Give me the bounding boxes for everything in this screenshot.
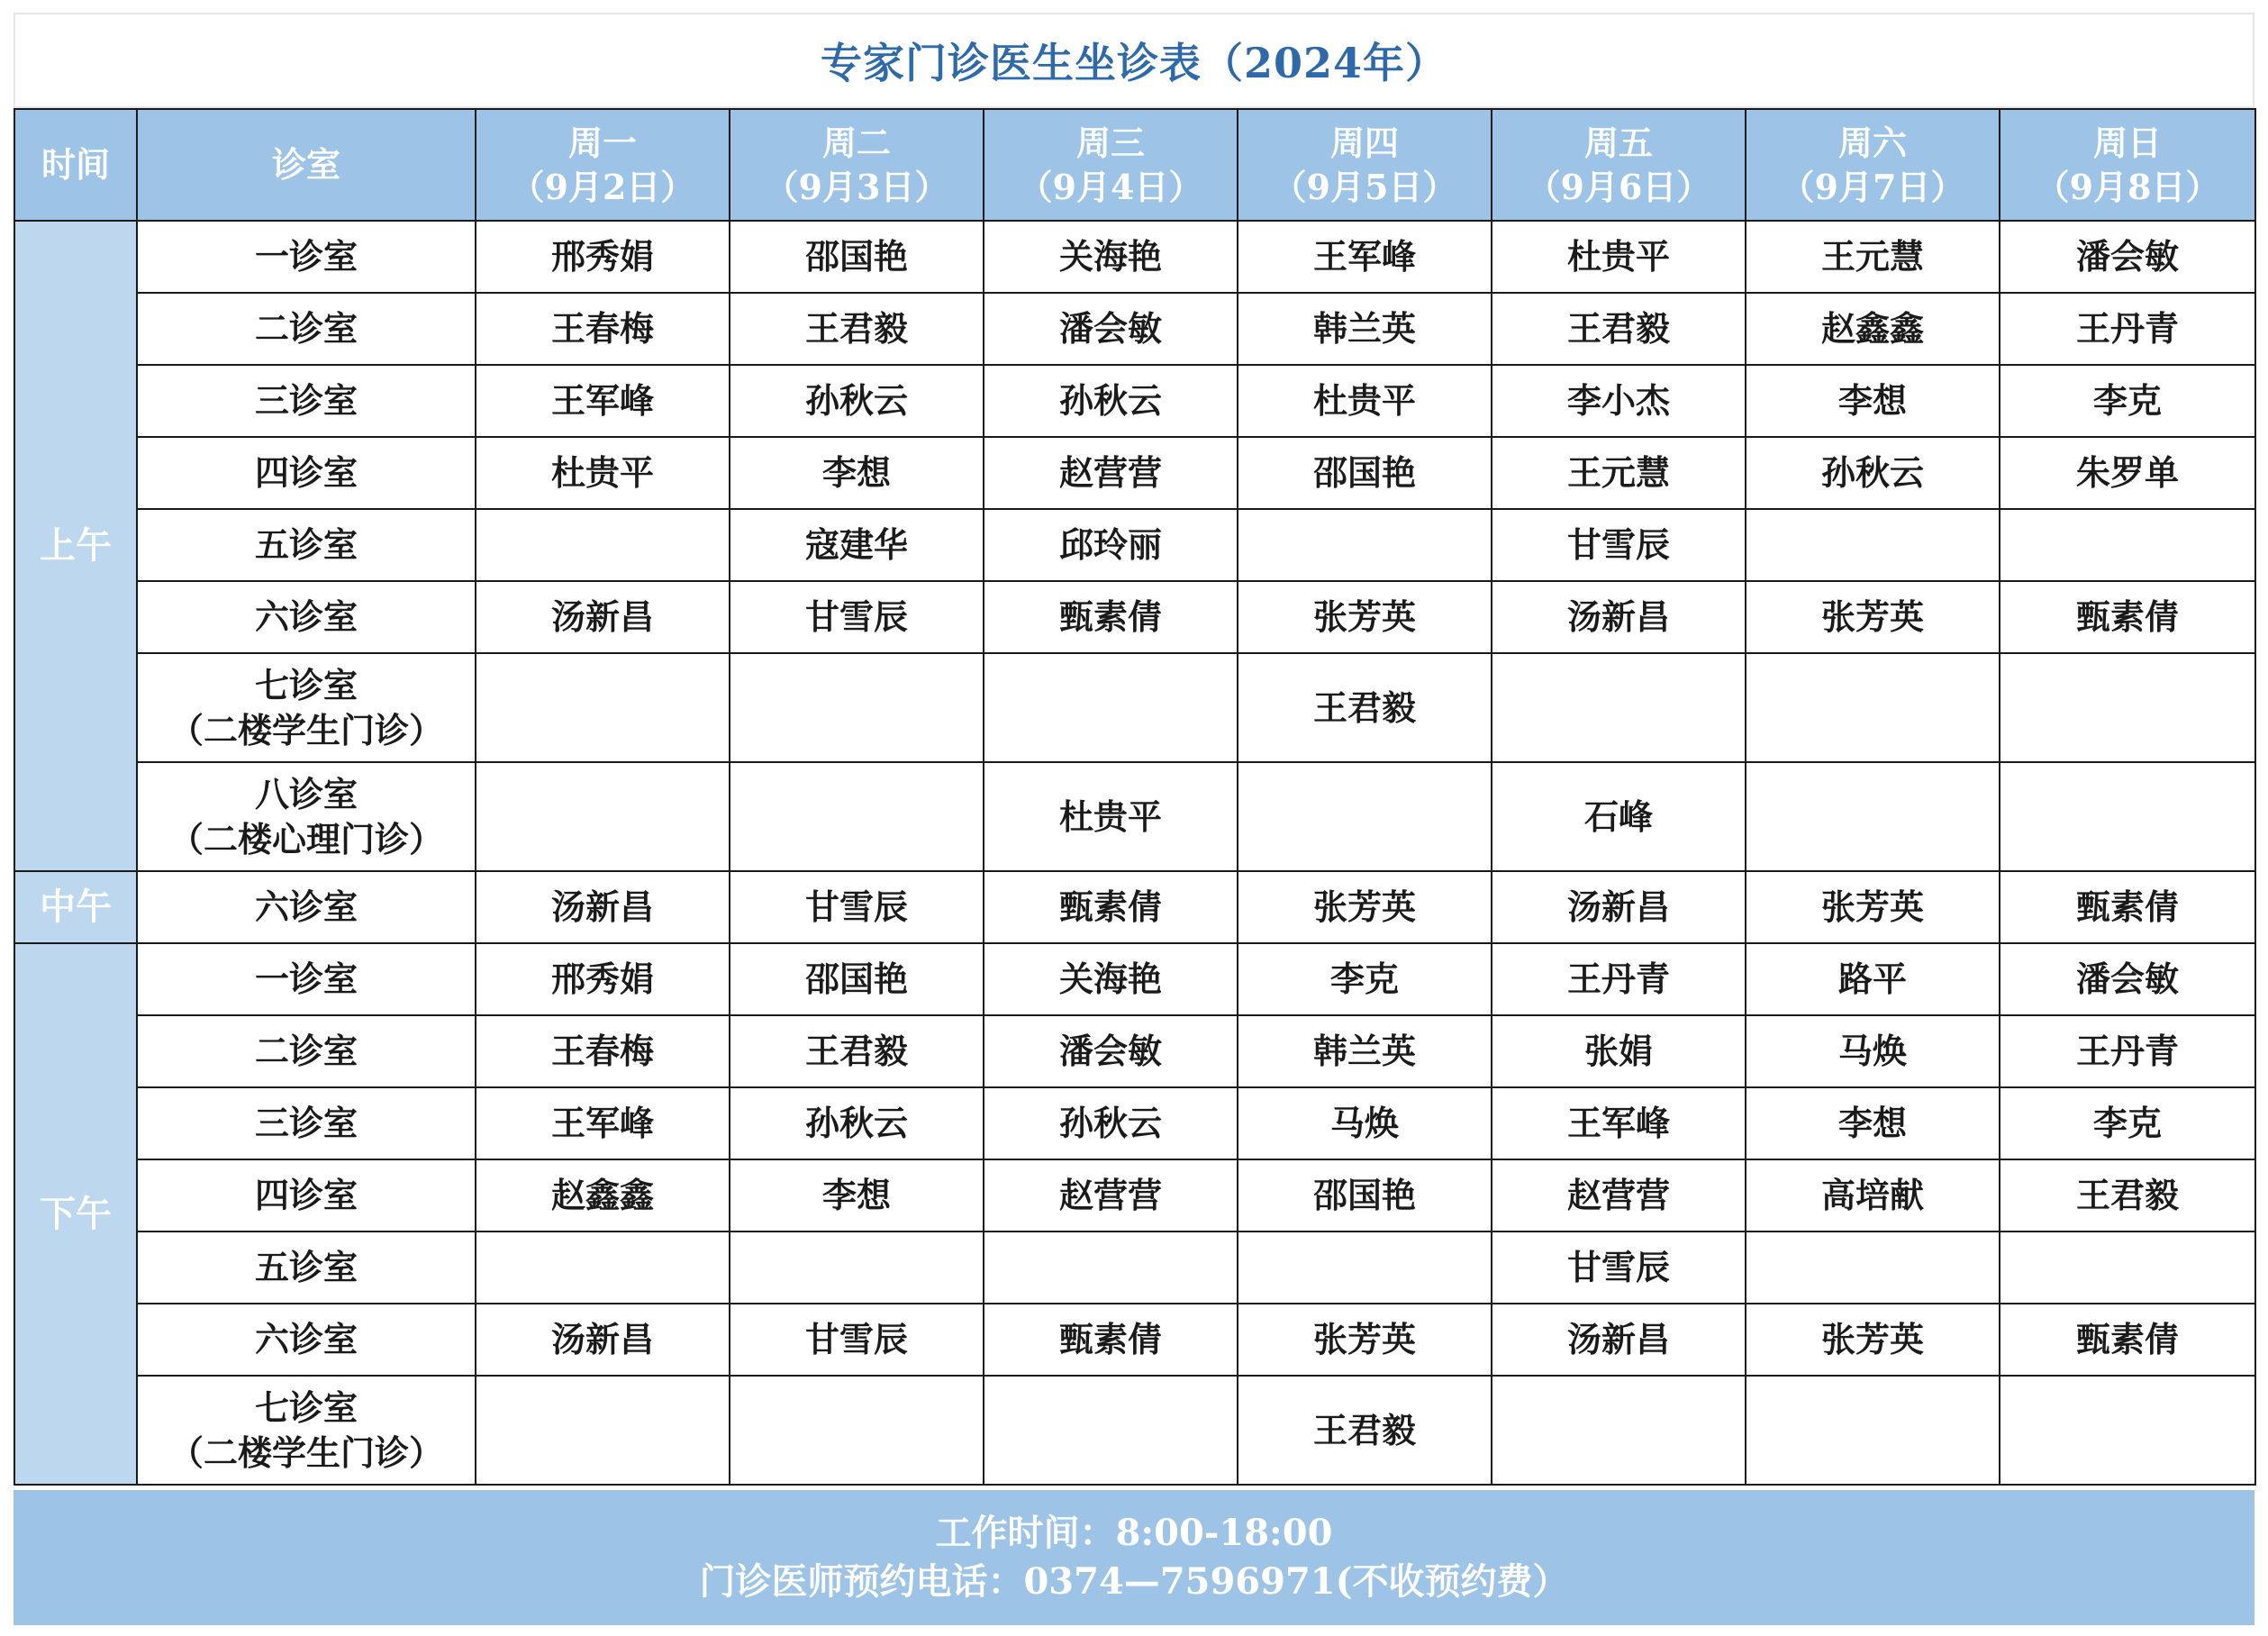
doctor-cell: 杜贵平 xyxy=(1238,365,1492,437)
room-cell xyxy=(137,1304,476,1376)
doctor-cell: 李想 xyxy=(1746,365,2000,437)
table-row xyxy=(14,1015,2255,1087)
doctor-cell: 王元慧 xyxy=(1746,221,2000,293)
room-cell xyxy=(137,762,476,871)
table-row xyxy=(14,1087,2255,1159)
doctor-cell: 关海艳 xyxy=(984,943,1238,1015)
room-note: （二楼心理门诊） xyxy=(168,818,443,859)
room-cell xyxy=(137,221,476,293)
doctor-cell: 王君毅 xyxy=(730,1015,984,1087)
table-row xyxy=(14,871,2255,943)
room-name: 六诊室 xyxy=(254,886,358,928)
room-name: 八诊室 xyxy=(254,774,358,815)
doctor-cell: 汤新昌 xyxy=(476,1304,730,1376)
doctor-cell: 潘会敏 xyxy=(2000,943,2255,1015)
doctor-cell: 甄素倩 xyxy=(984,1304,1238,1376)
room-name: 三诊室 xyxy=(254,380,358,422)
table-row xyxy=(14,293,2255,365)
room-cell xyxy=(137,581,476,653)
day-date: （9月6日） xyxy=(1526,167,1711,207)
doctor-cell xyxy=(730,653,984,762)
doctor-cell xyxy=(2000,762,2255,871)
doctor-cell xyxy=(1746,1232,2000,1304)
header-row xyxy=(14,109,2255,221)
room-name: 二诊室 xyxy=(254,1031,358,1072)
doctor-cell: 王君毅 xyxy=(2000,1159,2255,1232)
table-row xyxy=(14,221,2255,293)
header-day-wed xyxy=(984,109,1238,221)
table-row xyxy=(14,581,2255,653)
table-row xyxy=(14,1232,2255,1304)
doctor-cell: 王军峰 xyxy=(1238,221,1492,293)
doctor-cell: 邵国艳 xyxy=(1238,437,1492,509)
doctor-cell: 孙秋云 xyxy=(984,1087,1238,1159)
doctor-cell: 张芳英 xyxy=(1238,581,1492,653)
doctor-cell xyxy=(476,1376,730,1485)
working-hours: 工作时间：8:00-18:00 xyxy=(935,1512,1333,1554)
room-name: 四诊室 xyxy=(254,1175,358,1216)
room-cell xyxy=(137,1087,476,1159)
doctor-cell: 甘雪辰 xyxy=(1492,509,1746,581)
room-cell xyxy=(137,509,476,581)
day-date: （9月8日） xyxy=(2035,167,2220,207)
schedule-body xyxy=(14,221,2255,1485)
table-row xyxy=(14,437,2255,509)
doctor-cell: 李想 xyxy=(730,437,984,509)
doctor-cell: 李想 xyxy=(1746,1087,2000,1159)
doctor-cell xyxy=(1746,762,2000,871)
doctor-cell: 王军峰 xyxy=(476,365,730,437)
room-cell xyxy=(137,653,476,762)
doctor-cell xyxy=(1746,653,2000,762)
doctor-cell xyxy=(1492,1376,1746,1485)
doctor-cell: 赵鑫鑫 xyxy=(476,1159,730,1232)
header-day-thu xyxy=(1238,109,1492,221)
doctor-cell: 甘雪辰 xyxy=(730,581,984,653)
doctor-cell: 王军峰 xyxy=(476,1087,730,1159)
doctor-cell: 张芳英 xyxy=(1746,871,2000,943)
table-row xyxy=(14,943,2255,1015)
room-cell xyxy=(137,293,476,365)
doctor-cell: 孙秋云 xyxy=(984,365,1238,437)
doctor-cell: 王君毅 xyxy=(1492,293,1746,365)
room-name: 五诊室 xyxy=(254,1247,358,1288)
doctor-cell xyxy=(984,1376,1238,1485)
day-date: （9月5日） xyxy=(1272,167,1457,207)
schedule-table xyxy=(14,108,2256,1486)
doctor-cell: 李想 xyxy=(730,1159,984,1232)
doctor-cell xyxy=(2000,1376,2255,1485)
room-name: 七诊室 xyxy=(254,665,358,706)
room-name: 四诊室 xyxy=(254,452,358,494)
page-title: 专家门诊医生坐诊表（2024年） xyxy=(14,13,2254,108)
doctor-cell xyxy=(984,1232,1238,1304)
period-noon: 中午 xyxy=(14,871,137,943)
doctor-cell: 孙秋云 xyxy=(730,1087,984,1159)
period-afternoon: 下午 xyxy=(14,943,137,1485)
doctor-cell: 韩兰英 xyxy=(1238,1015,1492,1087)
doctor-cell xyxy=(1746,1376,2000,1485)
day-name: 周日 xyxy=(2092,122,2162,163)
room-cell xyxy=(137,943,476,1015)
doctor-cell: 韩兰英 xyxy=(1238,293,1492,365)
day-name: 周五 xyxy=(1583,122,1653,163)
doctor-cell: 甘雪辰 xyxy=(1492,1232,1746,1304)
doctor-cell: 李小杰 xyxy=(1492,365,1746,437)
doctor-cell: 王春梅 xyxy=(476,293,730,365)
doctor-cell xyxy=(984,653,1238,762)
room-cell xyxy=(137,1376,476,1485)
doctor-cell: 王丹青 xyxy=(2000,1015,2255,1087)
room-name: 五诊室 xyxy=(254,524,358,566)
doctor-cell: 寇建华 xyxy=(730,509,984,581)
doctor-cell xyxy=(730,1232,984,1304)
doctor-cell: 张芳英 xyxy=(1238,1304,1492,1376)
doctor-cell: 邱玲丽 xyxy=(984,509,1238,581)
doctor-cell: 张芳英 xyxy=(1746,581,2000,653)
doctor-cell: 杜贵平 xyxy=(984,762,1238,871)
doctor-cell xyxy=(2000,509,2255,581)
header-day-fri xyxy=(1492,109,1746,221)
doctor-cell: 邵国艳 xyxy=(730,221,984,293)
doctor-cell: 邵国艳 xyxy=(1238,1159,1492,1232)
room-name: 六诊室 xyxy=(254,596,358,638)
room-note: （二楼学生门诊） xyxy=(168,709,443,750)
room-name: 二诊室 xyxy=(254,308,358,350)
doctor-cell: 甄素倩 xyxy=(984,871,1238,943)
doctor-cell xyxy=(1238,509,1492,581)
table-row xyxy=(14,1304,2255,1376)
doctor-cell: 甄素倩 xyxy=(984,581,1238,653)
doctor-cell: 路平 xyxy=(1746,943,2000,1015)
room-cell xyxy=(137,1015,476,1087)
doctor-cell xyxy=(2000,1232,2255,1304)
doctor-cell: 李克 xyxy=(2000,365,2255,437)
doctor-cell: 王君毅 xyxy=(1238,653,1492,762)
doctor-cell: 赵营营 xyxy=(984,1159,1238,1232)
room-cell xyxy=(137,871,476,943)
doctor-cell xyxy=(730,762,984,871)
day-date: （9月4日） xyxy=(1018,167,1203,207)
doctor-cell: 李克 xyxy=(2000,1087,2255,1159)
doctor-cell: 汤新昌 xyxy=(1492,1304,1746,1376)
period-morning: 上午 xyxy=(14,221,137,871)
header-room: 诊室 xyxy=(137,109,476,221)
room-cell xyxy=(137,365,476,437)
doctor-cell: 张娟 xyxy=(1492,1015,1746,1087)
doctor-cell: 汤新昌 xyxy=(476,581,730,653)
table-row xyxy=(14,509,2255,581)
table-row xyxy=(14,365,2255,437)
doctor-cell xyxy=(476,653,730,762)
doctor-cell xyxy=(730,1376,984,1485)
doctor-cell: 邢秀娟 xyxy=(476,221,730,293)
room-cell xyxy=(137,437,476,509)
doctor-cell: 王丹青 xyxy=(1492,943,1746,1015)
doctor-cell: 张芳英 xyxy=(1746,1304,2000,1376)
room-cell xyxy=(137,1159,476,1232)
header-day-sat xyxy=(1746,109,2000,221)
doctor-cell: 甄素倩 xyxy=(2000,581,2255,653)
appointment-phone: 门诊医师预约电话：0374—7596971(不收预约费） xyxy=(699,1560,1569,1603)
doctor-cell: 王丹青 xyxy=(2000,293,2255,365)
doctor-cell xyxy=(476,509,730,581)
doctor-cell: 高培献 xyxy=(1746,1159,2000,1232)
doctor-cell: 甄素倩 xyxy=(2000,871,2255,943)
doctor-cell: 潘会敏 xyxy=(2000,221,2255,293)
doctor-cell xyxy=(476,1232,730,1304)
doctor-cell: 王军峰 xyxy=(1492,1087,1746,1159)
day-name: 周六 xyxy=(1837,122,1907,163)
doctor-cell: 甘雪辰 xyxy=(730,871,984,943)
header-day-tue xyxy=(730,109,984,221)
doctor-cell: 关海艳 xyxy=(984,221,1238,293)
doctor-cell: 赵营营 xyxy=(984,437,1238,509)
doctor-cell: 王君毅 xyxy=(1238,1376,1492,1485)
schedule-sheet xyxy=(14,13,2254,1625)
doctor-cell: 汤新昌 xyxy=(1492,581,1746,653)
doctor-cell xyxy=(1492,653,1746,762)
table-row xyxy=(14,762,2255,871)
doctor-cell: 王君毅 xyxy=(730,293,984,365)
day-date: （9月3日） xyxy=(764,167,949,207)
doctor-cell: 汤新昌 xyxy=(476,871,730,943)
doctor-cell: 汤新昌 xyxy=(1492,871,1746,943)
doctor-cell xyxy=(2000,653,2255,762)
doctor-cell: 孙秋云 xyxy=(1746,437,2000,509)
table-row xyxy=(14,653,2255,762)
room-cell xyxy=(137,1232,476,1304)
doctor-cell xyxy=(1238,1232,1492,1304)
doctor-cell: 马焕 xyxy=(1746,1015,2000,1087)
day-name: 周一 xyxy=(567,122,637,163)
room-name: 三诊室 xyxy=(254,1103,358,1144)
doctor-cell: 甘雪辰 xyxy=(730,1304,984,1376)
doctor-cell: 石峰 xyxy=(1492,762,1746,871)
doctor-cell xyxy=(476,762,730,871)
doctor-cell: 张芳英 xyxy=(1238,871,1492,943)
doctor-cell: 邢秀娟 xyxy=(476,943,730,1015)
doctor-cell xyxy=(1746,509,2000,581)
doctor-cell: 马焕 xyxy=(1238,1087,1492,1159)
doctor-cell: 朱罗单 xyxy=(2000,437,2255,509)
day-name: 周二 xyxy=(821,122,891,163)
doctor-cell: 潘会敏 xyxy=(984,1015,1238,1087)
room-name: 七诊室 xyxy=(254,1387,358,1429)
doctor-cell: 赵营营 xyxy=(1492,1159,1746,1232)
table-row xyxy=(14,1159,2255,1232)
doctor-cell: 王元慧 xyxy=(1492,437,1746,509)
day-date: （9月7日） xyxy=(1780,167,1965,207)
header-day-mon xyxy=(476,109,730,221)
table-row xyxy=(14,1376,2255,1485)
doctor-cell: 李克 xyxy=(1238,943,1492,1015)
doctor-cell: 甄素倩 xyxy=(2000,1304,2255,1376)
doctor-cell: 杜贵平 xyxy=(476,437,730,509)
header-time: 时间 xyxy=(14,109,137,221)
day-date: （9月2日） xyxy=(510,167,695,207)
doctor-cell: 孙秋云 xyxy=(730,365,984,437)
header-day-sun xyxy=(2000,109,2255,221)
doctor-cell: 潘会敏 xyxy=(984,293,1238,365)
doctor-cell: 王春梅 xyxy=(476,1015,730,1087)
day-name: 周三 xyxy=(1075,122,1145,163)
doctor-cell: 杜贵平 xyxy=(1492,221,1746,293)
room-name: 一诊室 xyxy=(254,236,358,277)
doctor-cell xyxy=(1238,762,1492,871)
footer xyxy=(14,1490,2254,1625)
room-name: 一诊室 xyxy=(254,959,358,1000)
day-name: 周四 xyxy=(1329,122,1399,163)
room-note: （二楼学生门诊） xyxy=(168,1432,443,1473)
doctor-cell: 赵鑫鑫 xyxy=(1746,293,2000,365)
doctor-cell: 邵国艳 xyxy=(730,943,984,1015)
room-name: 六诊室 xyxy=(254,1319,358,1360)
